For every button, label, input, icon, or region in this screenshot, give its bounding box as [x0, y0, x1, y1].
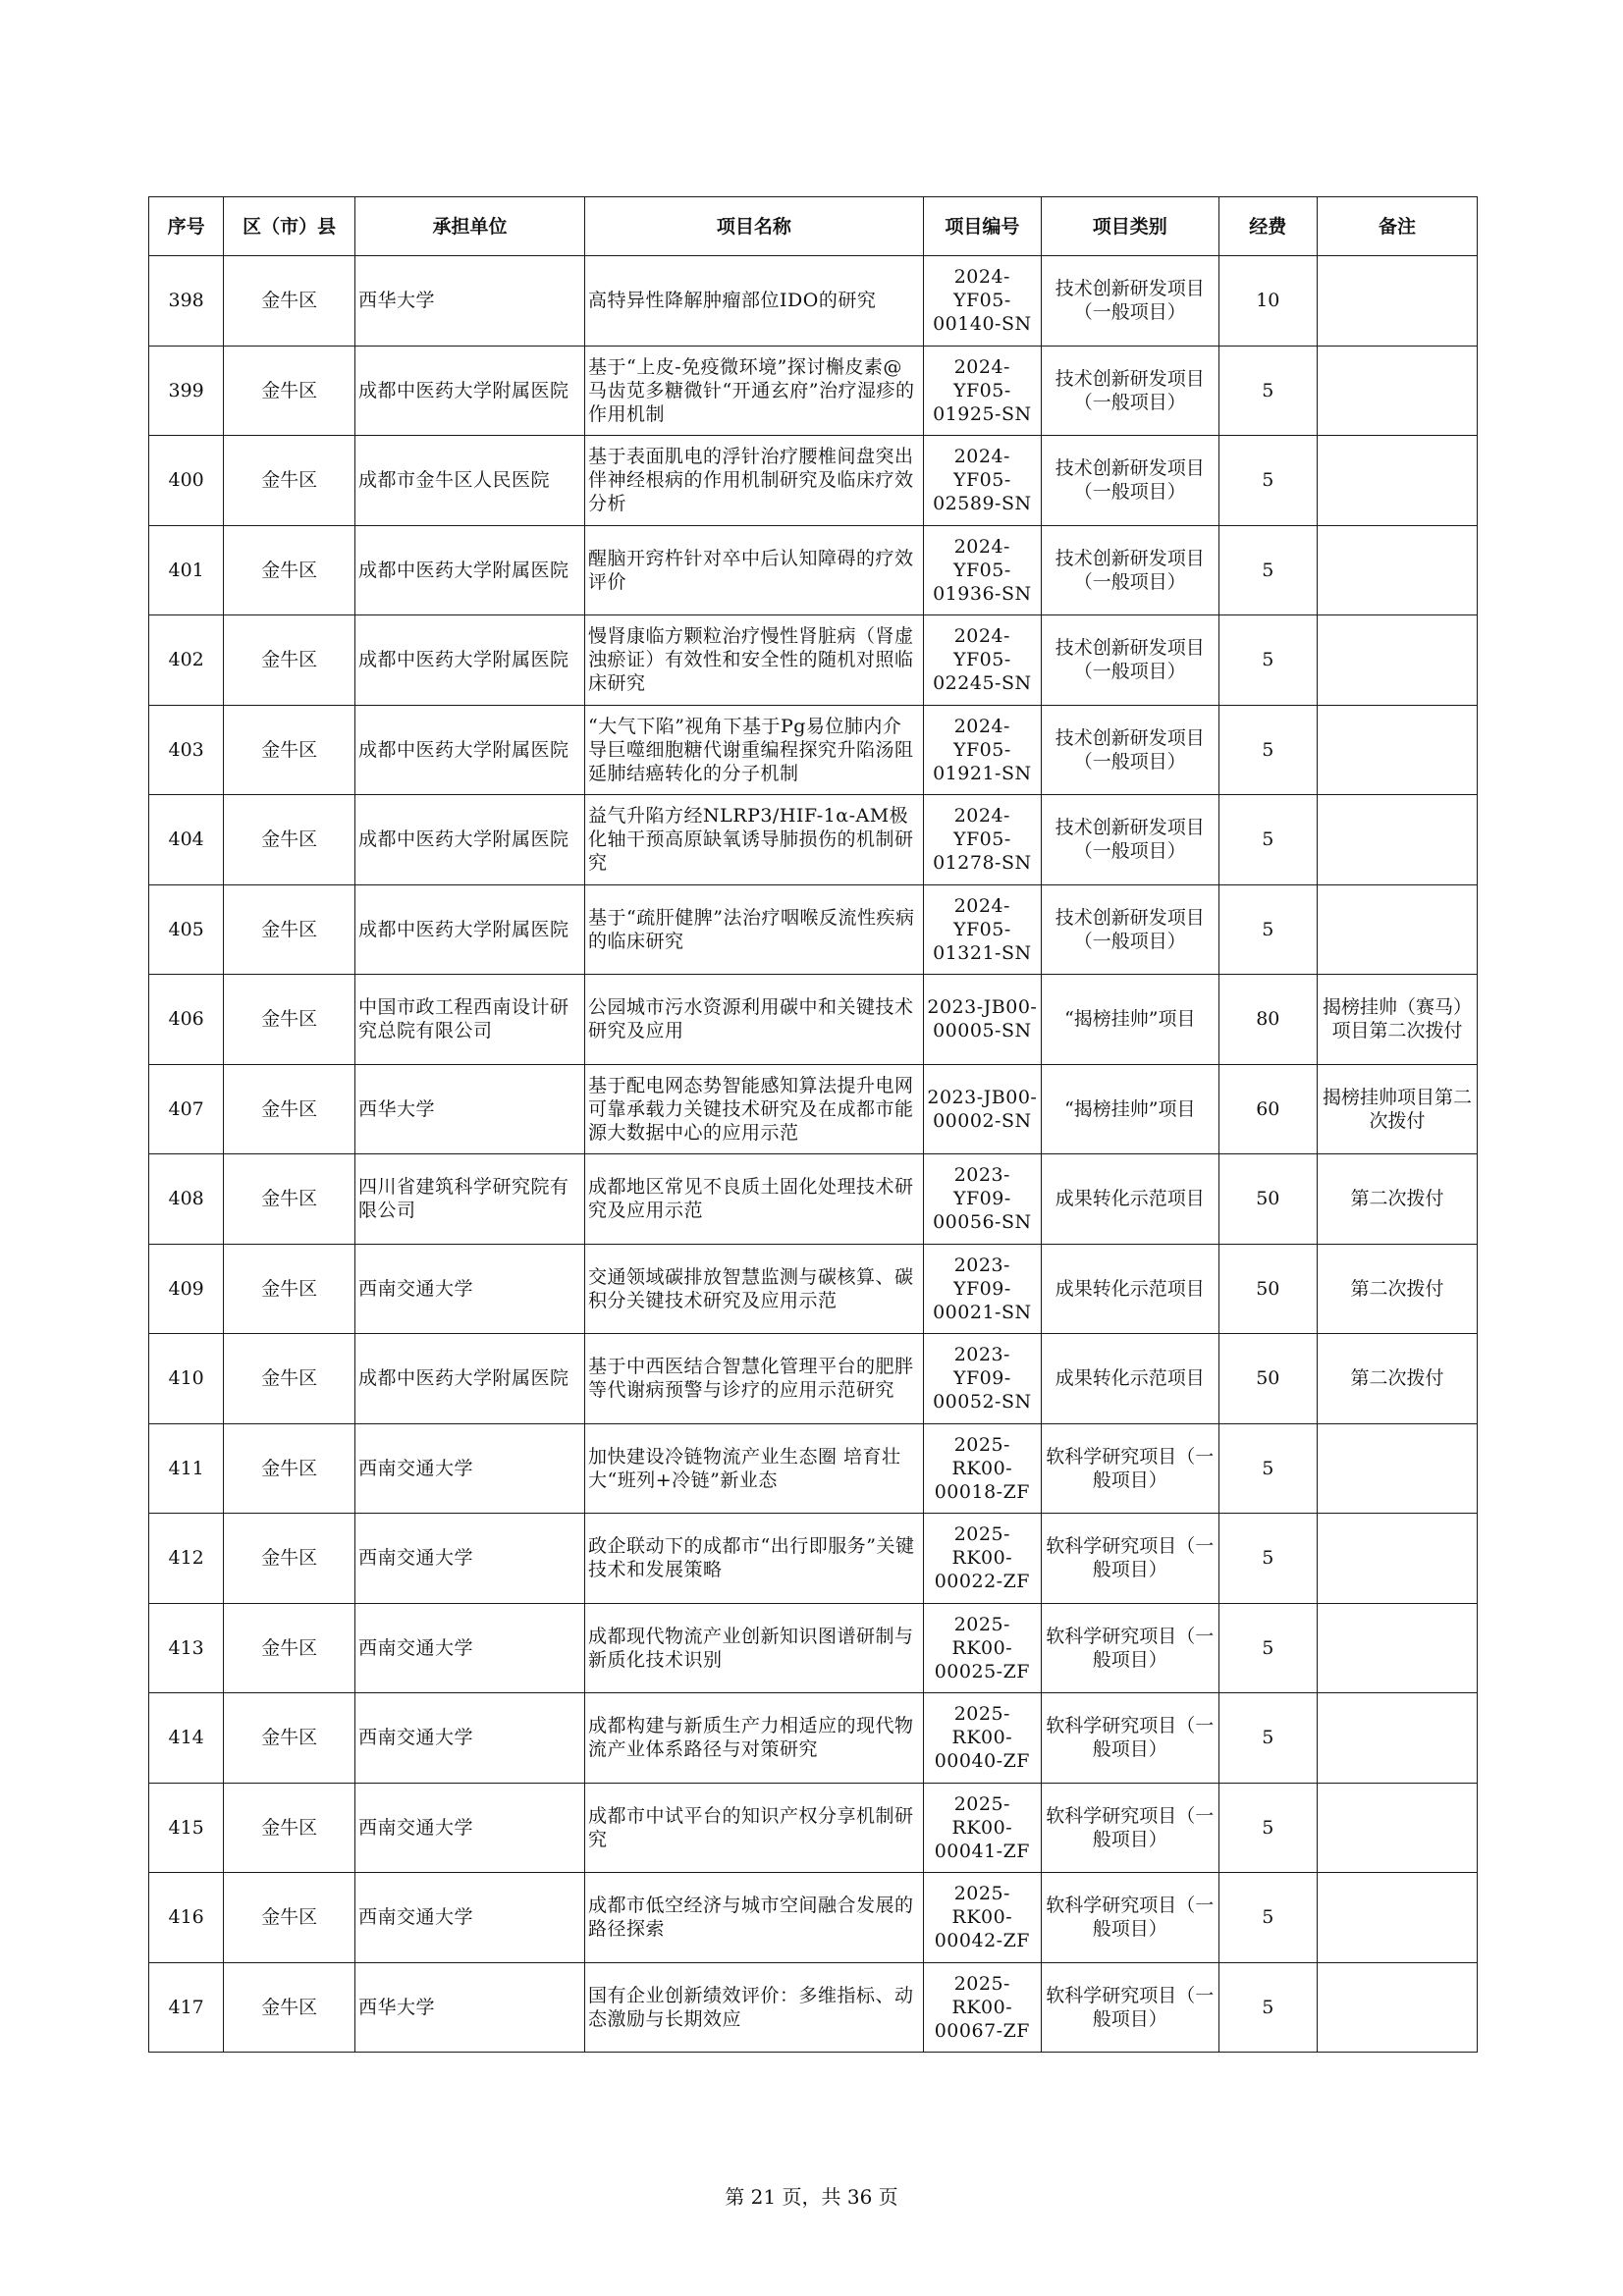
cell-note [1317, 256, 1477, 347]
cell-category: 软科学研究项目（一般项目） [1041, 1962, 1218, 2053]
cell-no: 415 [149, 1783, 224, 1873]
cell-category: 软科学研究项目（一般项目） [1041, 1603, 1218, 1693]
cell-category: 技术创新研发项目（一般项目） [1041, 256, 1218, 347]
cell-unit: 成都中医药大学附属医院 [354, 705, 584, 795]
cell-no: 408 [149, 1154, 224, 1245]
cell-project-code: 2025-RK00-00042-ZF [923, 1873, 1041, 1963]
cell-unit: 西南交通大学 [354, 1783, 584, 1873]
cell-category: 技术创新研发项目（一般项目） [1041, 346, 1218, 436]
header-no: 序号 [149, 197, 224, 256]
cell-project-name: 加快建设冷链物流产业生态圈 培育壮大“班列+冷链”新业态 [585, 1423, 924, 1514]
cell-project-code: 2024-YF05-00140-SN [923, 256, 1041, 347]
cell-fund: 50 [1218, 1154, 1317, 1245]
cell-fund: 5 [1218, 1603, 1317, 1693]
cell-category: 软科学研究项目（一般项目） [1041, 1423, 1218, 1514]
table-row [149, 436, 1478, 526]
cell-unit: 西南交通大学 [354, 1423, 584, 1514]
header-district: 区（市）县 [224, 197, 355, 256]
cell-unit: 西南交通大学 [354, 1873, 584, 1963]
cell-category: 软科学研究项目（一般项目） [1041, 1514, 1218, 1604]
cell-project-name: 高特异性降解肿瘤部位IDO的研究 [585, 256, 924, 347]
cell-project-code: 2023-YF09-00021-SN [923, 1244, 1041, 1334]
cell-project-name: 基于中西医结合智慧化管理平台的肥胖等代谢病预警与诊疗的应用示范研究 [585, 1334, 924, 1424]
cell-fund: 80 [1218, 975, 1317, 1065]
cell-note [1317, 1873, 1477, 1963]
cell-fund: 5 [1218, 525, 1317, 615]
cell-project-name: 基于“上皮-免疫微环境”探讨槲皮素@马齿苋多糖微针“开通玄府”治疗湿疹的作用机制 [585, 346, 924, 436]
cell-no: 411 [149, 1423, 224, 1514]
cell-category: 技术创新研发项目（一般项目） [1041, 436, 1218, 526]
cell-unit: 成都中医药大学附属医院 [354, 525, 584, 615]
cell-district: 金牛区 [224, 1154, 355, 1245]
table-row [149, 1064, 1478, 1154]
cell-no: 406 [149, 975, 224, 1065]
cell-project-code: 2024-YF05-02589-SN [923, 436, 1041, 526]
cell-fund: 5 [1218, 795, 1317, 885]
cell-project-code: 2025-RK00-00025-ZF [923, 1603, 1041, 1693]
cell-unit: 成都中医药大学附属医院 [354, 884, 584, 975]
cell-category: “揭榜挂帅”项目 [1041, 975, 1218, 1065]
table-row [149, 346, 1478, 436]
cell-district: 金牛区 [224, 1873, 355, 1963]
cell-note [1317, 705, 1477, 795]
cell-fund: 50 [1218, 1334, 1317, 1424]
cell-note: 第二次拨付 [1317, 1154, 1477, 1245]
cell-district: 金牛区 [224, 1423, 355, 1514]
cell-note [1317, 1603, 1477, 1693]
header-fund: 经费 [1218, 197, 1317, 256]
cell-category: 技术创新研发项目（一般项目） [1041, 795, 1218, 885]
cell-project-code: 2023-JB00-00005-SN [923, 975, 1041, 1065]
cell-unit: 成都中医药大学附属医院 [354, 346, 584, 436]
cell-project-code: 2024-YF05-01321-SN [923, 884, 1041, 975]
table-header-row [149, 197, 1478, 256]
header-category: 项目类别 [1041, 197, 1218, 256]
cell-unit: 西南交通大学 [354, 1244, 584, 1334]
cell-no: 398 [149, 256, 224, 347]
cell-project-code: 2024-YF05-01921-SN [923, 705, 1041, 795]
cell-category: 成果转化示范项目 [1041, 1244, 1218, 1334]
cell-fund: 5 [1218, 1423, 1317, 1514]
cell-fund: 50 [1218, 1244, 1317, 1334]
cell-unit: 成都中医药大学附属医院 [354, 615, 584, 706]
cell-district: 金牛区 [224, 1514, 355, 1604]
cell-fund: 5 [1218, 1873, 1317, 1963]
cell-district: 金牛区 [224, 1064, 355, 1154]
cell-project-name: 基于配电网态势智能感知算法提升电网可靠承载力关键技术研究及在成都市能源大数据中心的应用示范 [585, 1064, 924, 1154]
table-row [149, 975, 1478, 1065]
cell-project-code: 2024-YF05-01278-SN [923, 795, 1041, 885]
cell-district: 金牛区 [224, 1962, 355, 2053]
cell-project-code: 2025-RK00-00067-ZF [923, 1962, 1041, 2053]
cell-district: 金牛区 [224, 525, 355, 615]
table-row [149, 1873, 1478, 1963]
cell-district: 金牛区 [224, 1334, 355, 1424]
cell-note [1317, 615, 1477, 706]
cell-project-code: 2023-YF09-00056-SN [923, 1154, 1041, 1245]
cell-district: 金牛区 [224, 705, 355, 795]
cell-category: “揭榜挂帅”项目 [1041, 1064, 1218, 1154]
cell-note: 第二次拨付 [1317, 1334, 1477, 1424]
cell-no: 404 [149, 795, 224, 885]
cell-fund: 5 [1218, 705, 1317, 795]
cell-district: 金牛区 [224, 884, 355, 975]
cell-category: 技术创新研发项目（一般项目） [1041, 525, 1218, 615]
cell-no: 416 [149, 1873, 224, 1963]
cell-project-name: 慢肾康临方颗粒治疗慢性肾脏病（肾虚浊瘀证）有效性和安全性的随机对照临床研究 [585, 615, 924, 706]
cell-note [1317, 1423, 1477, 1514]
cell-fund: 60 [1218, 1064, 1317, 1154]
cell-no: 405 [149, 884, 224, 975]
cell-note [1317, 525, 1477, 615]
cell-project-code: 2024-YF05-01936-SN [923, 525, 1041, 615]
cell-category: 成果转化示范项目 [1041, 1154, 1218, 1245]
cell-district: 金牛区 [224, 1693, 355, 1784]
cell-no: 407 [149, 1064, 224, 1154]
cell-note [1317, 1962, 1477, 2053]
cell-no: 403 [149, 705, 224, 795]
cell-category: 软科学研究项目（一般项目） [1041, 1783, 1218, 1873]
cell-unit: 成都中医药大学附属医院 [354, 1334, 584, 1424]
cell-category: 软科学研究项目（一般项目） [1041, 1693, 1218, 1784]
cell-no: 399 [149, 346, 224, 436]
cell-no: 410 [149, 1334, 224, 1424]
cell-note [1317, 1783, 1477, 1873]
cell-fund: 5 [1218, 1962, 1317, 2053]
cell-district: 金牛区 [224, 256, 355, 347]
cell-fund: 5 [1218, 436, 1317, 526]
header-project-name: 项目名称 [585, 197, 924, 256]
table-body [149, 256, 1478, 2053]
cell-category: 技术创新研发项目（一般项目） [1041, 884, 1218, 975]
cell-project-name: 交通领域碳排放智慧监测与碳核算、碳积分关键技术研究及应用示范 [585, 1244, 924, 1334]
cell-no: 401 [149, 525, 224, 615]
cell-category: 成果转化示范项目 [1041, 1334, 1218, 1424]
cell-project-name: 醒脑开窍杵针对卒中后认知障碍的疗效评价 [585, 525, 924, 615]
cell-project-code: 2025-RK00-00041-ZF [923, 1783, 1041, 1873]
table-row [149, 884, 1478, 975]
cell-district: 金牛区 [224, 1783, 355, 1873]
cell-district: 金牛区 [224, 346, 355, 436]
cell-note [1317, 795, 1477, 885]
cell-unit: 中国市政工程西南设计研究总院有限公司 [354, 975, 584, 1065]
cell-unit: 成都中医药大学附属医院 [354, 795, 584, 885]
cell-note: 揭榜挂帅项目第二次拨付 [1317, 1064, 1477, 1154]
cell-note [1317, 884, 1477, 975]
cell-project-name: 成都构建与新质生产力相适应的现代物流产业体系路径与对策研究 [585, 1693, 924, 1784]
table-row [149, 1423, 1478, 1514]
table-row [149, 525, 1478, 615]
table-row [149, 1244, 1478, 1334]
cell-unit: 西南交通大学 [354, 1603, 584, 1693]
cell-project-code: 2025-RK00-00022-ZF [923, 1514, 1041, 1604]
cell-project-code: 2024-YF05-02245-SN [923, 615, 1041, 706]
cell-district: 金牛区 [224, 975, 355, 1065]
cell-project-code: 2023-YF09-00052-SN [923, 1334, 1041, 1424]
cell-district: 金牛区 [224, 1603, 355, 1693]
cell-project-name: “大气下陷”视角下基于Pg易位肺内介导巨噬细胞糖代谢重编程探究升陷汤阻延肺结癌转化的分子机制 [585, 705, 924, 795]
cell-no: 412 [149, 1514, 224, 1604]
table-row [149, 1603, 1478, 1693]
cell-unit: 成都市金牛区人民医院 [354, 436, 584, 526]
header-note: 备注 [1317, 197, 1477, 256]
cell-fund: 5 [1218, 1514, 1317, 1604]
cell-fund: 5 [1218, 884, 1317, 975]
cell-district: 金牛区 [224, 795, 355, 885]
cell-fund: 5 [1218, 1783, 1317, 1873]
cell-fund: 10 [1218, 256, 1317, 347]
cell-unit: 西华大学 [354, 1962, 584, 2053]
cell-no: 402 [149, 615, 224, 706]
cell-project-name: 公园城市污水资源利用碳中和关键技术研究及应用 [585, 975, 924, 1065]
cell-fund: 5 [1218, 346, 1317, 436]
project-funding-table [148, 196, 1478, 2053]
cell-unit: 西华大学 [354, 1064, 584, 1154]
table-row [149, 1514, 1478, 1604]
cell-unit: 西华大学 [354, 256, 584, 347]
cell-unit: 西南交通大学 [354, 1693, 584, 1784]
cell-project-code: 2025-RK00-00018-ZF [923, 1423, 1041, 1514]
header-unit: 承担单位 [354, 197, 584, 256]
cell-project-name: 益气升陷方经NLRP3/HIF-1α-AM极化轴干预高原缺氧诱导肺损伤的机制研究 [585, 795, 924, 885]
cell-unit: 西南交通大学 [354, 1514, 584, 1604]
cell-category: 软科学研究项目（一般项目） [1041, 1873, 1218, 1963]
cell-note [1317, 1514, 1477, 1604]
cell-no: 413 [149, 1603, 224, 1693]
cell-project-name: 基于“疏肝健脾”法治疗咽喉反流性疾病的临床研究 [585, 884, 924, 975]
cell-no: 414 [149, 1693, 224, 1784]
cell-category: 技术创新研发项目（一般项目） [1041, 615, 1218, 706]
cell-project-name: 基于表面肌电的浮针治疗腰椎间盘突出伴神经根病的作用机制研究及临床疗效分析 [585, 436, 924, 526]
cell-project-name: 政企联动下的成都市“出行即服务”关键技术和发展策略 [585, 1514, 924, 1604]
table-row [149, 1334, 1478, 1424]
cell-district: 金牛区 [224, 436, 355, 526]
cell-note [1317, 1693, 1477, 1784]
cell-project-code: 2025-RK00-00040-ZF [923, 1693, 1041, 1784]
cell-fund: 5 [1218, 1693, 1317, 1784]
header-project-code: 项目编号 [923, 197, 1041, 256]
cell-project-code: 2023-JB00-00002-SN [923, 1064, 1041, 1154]
cell-note: 第二次拨付 [1317, 1244, 1477, 1334]
cell-district: 金牛区 [224, 615, 355, 706]
cell-no: 409 [149, 1244, 224, 1334]
cell-note [1317, 436, 1477, 526]
table-row [149, 705, 1478, 795]
cell-project-name: 成都市低空经济与城市空间融合发展的路径探索 [585, 1873, 924, 1963]
table-row [149, 1693, 1478, 1784]
cell-district: 金牛区 [224, 1244, 355, 1334]
cell-project-name: 国有企业创新绩效评价：多维指标、动态激励与长期效应 [585, 1962, 924, 2053]
table-row [149, 256, 1478, 347]
cell-project-name: 成都市中试平台的知识产权分享机制研究 [585, 1783, 924, 1873]
cell-project-name: 成都现代物流产业创新知识图谱研制与新质化技术识别 [585, 1603, 924, 1693]
cell-note [1317, 346, 1477, 436]
table-row [149, 1783, 1478, 1873]
cell-no: 400 [149, 436, 224, 526]
cell-project-code: 2024-YF05-01925-SN [923, 346, 1041, 436]
table-row [149, 1154, 1478, 1245]
table-row [149, 795, 1478, 885]
cell-category: 技术创新研发项目（一般项目） [1041, 705, 1218, 795]
table-row [149, 615, 1478, 706]
page-number: 第 21 页，共 36 页 [725, 2185, 898, 2209]
cell-project-name: 成都地区常见不良质土固化处理技术研究及应用示范 [585, 1154, 924, 1245]
cell-unit: 四川省建筑科学研究院有限公司 [354, 1154, 584, 1245]
table-row [149, 1962, 1478, 2053]
cell-no: 417 [149, 1962, 224, 2053]
cell-note: 揭榜挂帅（赛马）项目第二次拨付 [1317, 975, 1477, 1065]
cell-fund: 5 [1218, 615, 1317, 706]
